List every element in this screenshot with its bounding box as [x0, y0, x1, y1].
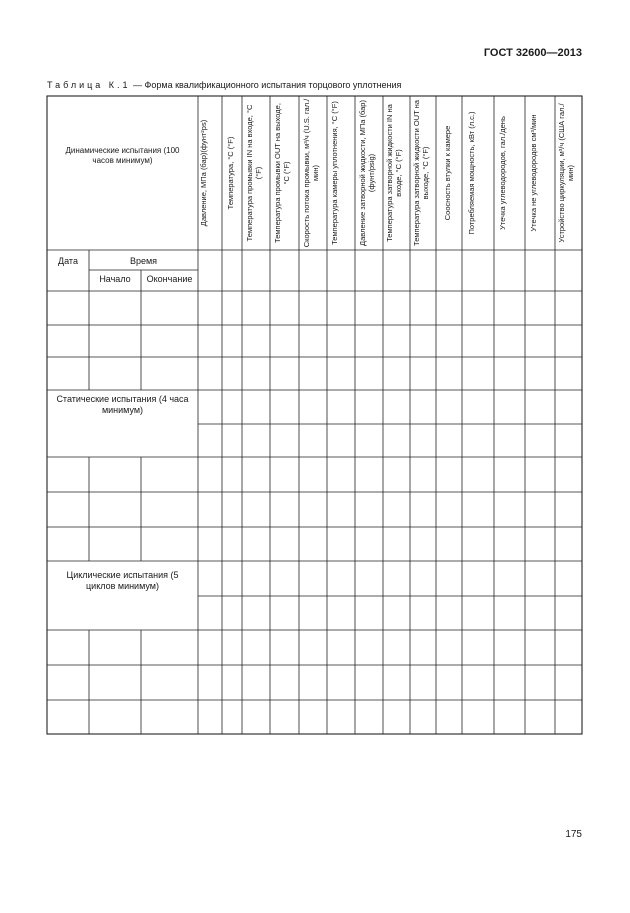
- cyclic-tests-label: Циклические испытания (5 циклов минимум): [66, 570, 179, 592]
- page-number: 175: [565, 829, 582, 840]
- column-header-hydrocarbon-leakage: Утечка углеводородов, гал./день: [498, 116, 507, 230]
- column-header-barrier-pressure: Давление затворной жидкости, МПа (бар) (фунт/psig): [358, 100, 376, 246]
- start-time-header: Начало: [99, 274, 131, 284]
- column-header-barrier-temp-out: Температура затворной жидкости OUT на выходе, °C (°F): [412, 100, 430, 246]
- column-header-sleeve-alignment: Соосность втулки к камере: [443, 125, 452, 221]
- column-header-power: Потребляемая мощность, кВт (л.с.): [467, 111, 476, 235]
- column-header-chamber-temp: Температура камеры уплотнения, °C (°F): [330, 101, 339, 245]
- column-header-pressure: Давление, МПа (бар)(фунт²ps): [199, 119, 208, 227]
- column-header-flush-flow-rate: Скорость потока промывки, м³/ч (U.S. гал./мин): [302, 98, 320, 248]
- column-header-flush-temp-in: Температура промывки IN на входе, °C (°F): [245, 104, 263, 242]
- column-header-temperature: Температура, °C (°F): [226, 136, 235, 210]
- date-header: Дата: [58, 256, 78, 266]
- document-code: ГОСТ 32600—2013: [483, 47, 582, 59]
- end-time-header: Окончание: [146, 274, 193, 284]
- dynamic-tests-label: Динамические испытания (100 часов минимум): [65, 146, 180, 165]
- column-header-barrier-temp-in: Температура затворной жидкости IN на входе, °C (°F): [385, 104, 403, 242]
- column-header-non-hydrocarbon-leakage: Утечка не углеводородов см³/мин: [529, 114, 538, 232]
- column-header-flush-temp-out: Температура промывки OUT на выходе, °C (°F): [273, 103, 291, 243]
- time-header: Время: [129, 256, 158, 266]
- column-header-circulation-device: Устройство циркуляции, м³/ч (США гал./мин): [557, 103, 575, 243]
- table-caption-text: — Форма квалификационного испытания торцового уплотнения: [130, 80, 402, 90]
- table-caption-prefix: Таблица К.1: [47, 80, 131, 90]
- static-tests-label: Статические испытания (4 часа минимум): [56, 394, 189, 416]
